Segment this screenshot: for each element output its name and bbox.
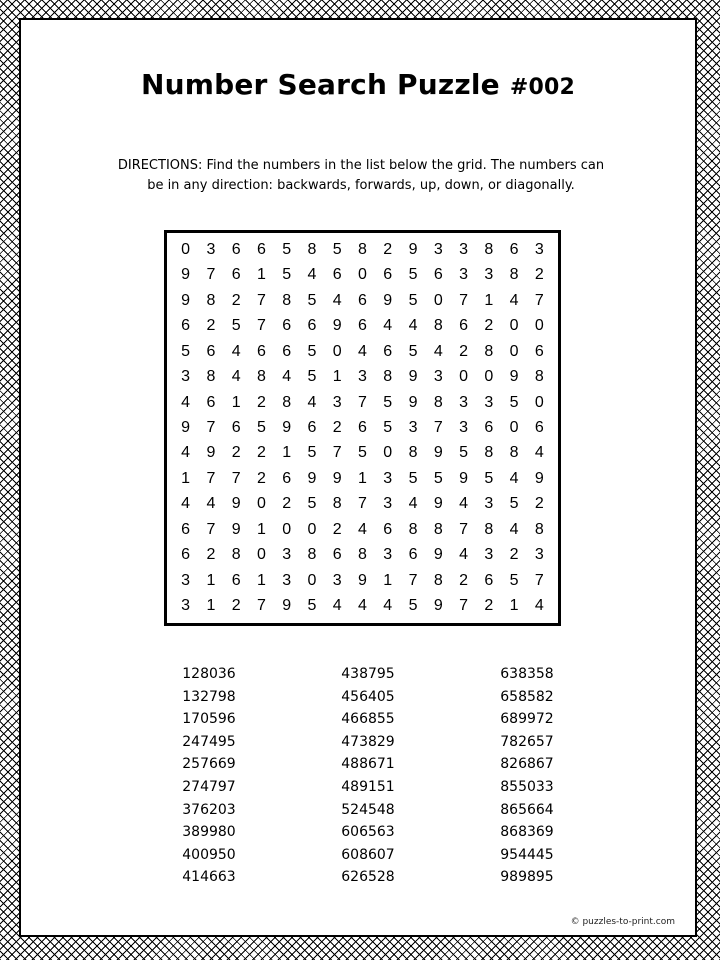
grid-cell: 0: [256, 495, 266, 513]
grid-cell: 5: [433, 469, 443, 487]
grid-cell: 4: [181, 393, 191, 411]
grid-cell: 3: [383, 495, 393, 513]
grid-cell: 6: [383, 520, 393, 538]
grid-cell: 5: [509, 495, 519, 513]
grid-cell: 1: [358, 469, 367, 487]
grid-cell: 5: [307, 342, 317, 360]
grid-cell: 2: [206, 546, 216, 564]
grid-cell: 6: [307, 418, 317, 436]
grid-cell: 8: [206, 368, 216, 386]
grid-cell: 9: [534, 469, 544, 487]
grid-cell: 3: [459, 418, 468, 436]
list-item: 414663: [182, 869, 236, 886]
grid-cell: 1: [282, 444, 292, 462]
grid-cell: 4: [332, 597, 342, 615]
grid-cell: 5: [181, 342, 191, 360]
grid-cell: 2: [459, 342, 468, 360]
list-item: 782657: [500, 733, 554, 750]
grid-cell: 3: [332, 571, 342, 589]
grid-cell: 3: [433, 240, 443, 258]
number-list-column-3: [477, 663, 577, 889]
grid-cell: 6: [231, 240, 241, 258]
grid-cell: 3: [282, 546, 292, 564]
grid-cell: 7: [459, 520, 468, 538]
grid-cell: 0: [484, 368, 494, 386]
grid-cell: 0: [332, 342, 342, 360]
grid-cell: 5: [484, 469, 494, 487]
grid-cell: 9: [459, 469, 468, 487]
grid-cell: 2: [534, 266, 544, 284]
grid-cell: 4: [383, 597, 393, 615]
grid-cell: 3: [206, 240, 216, 258]
grid-cell: 6: [408, 546, 418, 564]
grid-cell: 3: [484, 393, 494, 411]
list-item: 488671: [341, 756, 395, 773]
list-item: 128036: [182, 666, 236, 682]
grid-cell: 9: [206, 444, 216, 462]
grid-cell: 6: [358, 418, 367, 436]
list-item: 257669: [182, 756, 236, 773]
grid-cell: 8: [484, 240, 494, 258]
grid-cell: 6: [332, 266, 342, 284]
grid-cell: 2: [509, 546, 519, 564]
grid-cell: 7: [256, 291, 266, 309]
grid-cell: 8: [509, 266, 519, 284]
grid-cell: 7: [534, 291, 544, 309]
copyright-text: © puzzles-to-print.com: [570, 917, 675, 927]
grid-cell: 3: [383, 546, 393, 564]
grid-cell: 2: [231, 597, 241, 615]
grid-cell: 4: [509, 291, 519, 309]
grid-cell: 9: [332, 317, 342, 335]
grid-cell: 8: [307, 546, 317, 564]
grid-cell: 8: [256, 368, 266, 386]
list-item: 376203: [182, 801, 236, 818]
grid-cell: 4: [358, 520, 367, 538]
number-grid: [164, 230, 561, 626]
grid-cell: 8: [534, 520, 544, 538]
grid-cell: 3: [181, 368, 191, 386]
grid-cell: 3: [181, 571, 191, 589]
number-list-column-2: [318, 663, 418, 889]
grid-cell: 2: [256, 393, 266, 411]
grid-cell: 2: [282, 495, 292, 513]
grid-cell: 8: [383, 368, 393, 386]
grid-cell: 6: [383, 266, 393, 284]
grid-cell: 0: [358, 266, 367, 284]
grid-cell: 1: [206, 597, 216, 615]
grid-cell: 5: [358, 444, 367, 462]
grid-cell: 2: [332, 520, 342, 538]
grid-cell: 7: [459, 291, 468, 309]
grid-cell: 9: [408, 368, 418, 386]
grid-cell: 3: [484, 266, 494, 284]
grid-cell: 8: [408, 444, 418, 462]
grid-cell: 4: [408, 317, 418, 335]
directions-line-1: DIRECTIONS: Find the numbers in the list below the grid. The numbers can: [117, 158, 605, 173]
directions: [111, 156, 611, 196]
grid-cell: 5: [459, 444, 468, 462]
grid-cell: 0: [181, 240, 191, 258]
grid-cell: 3: [408, 418, 418, 436]
grid-cell: 3: [433, 368, 443, 386]
grid-cell: 8: [282, 291, 292, 309]
grid-cell: 7: [332, 444, 342, 462]
grid-cell: 0: [509, 418, 519, 436]
grid-cell: 6: [509, 240, 519, 258]
grid-cell: 4: [509, 520, 519, 538]
grid-cell: 3: [383, 469, 393, 487]
grid-cell: 8: [358, 240, 367, 258]
grid-cell: 9: [181, 418, 191, 436]
grid-cell: 3: [459, 393, 468, 411]
list-item: 865664: [500, 801, 554, 818]
list-item: 400950: [182, 846, 236, 863]
list-item: 868369: [500, 824, 554, 841]
grid-cell: 8: [206, 291, 216, 309]
grid-cell: 8: [484, 520, 494, 538]
grid-cell: 7: [231, 469, 241, 487]
list-item: 247495: [182, 733, 236, 750]
grid-cell: 5: [408, 342, 418, 360]
grid-cell: 7: [206, 266, 216, 284]
grid-cell: 5: [408, 469, 418, 487]
puzzle-number: #002: [509, 75, 576, 100]
grid-cell: 5: [307, 597, 317, 615]
grid-cell: 8: [231, 546, 241, 564]
grid-cell: 3: [282, 571, 292, 589]
grid-cell: 4: [231, 368, 241, 386]
grid-cell: 8: [484, 444, 494, 462]
grid-cell: 1: [181, 469, 191, 487]
grid-cell: 6: [256, 342, 266, 360]
grid-cell: 8: [358, 546, 367, 564]
grid-cell: 7: [534, 571, 544, 589]
puzzle-page: [19, 18, 697, 937]
grid-cell: 2: [256, 469, 266, 487]
grid-cell: 4: [509, 469, 519, 487]
grid-cell: 5: [408, 266, 418, 284]
grid-cell: 1: [256, 520, 266, 538]
grid-cell: 7: [358, 393, 367, 411]
grid-cell: 0: [534, 393, 544, 411]
grid-cell: 9: [282, 418, 292, 436]
list-item: 606563: [341, 824, 395, 841]
grid-cell: 9: [282, 597, 292, 615]
grid-cell: 4: [181, 444, 191, 462]
grid-cell: 9: [433, 597, 443, 615]
grid-cell: 5: [307, 368, 317, 386]
grid-cell: 1: [332, 368, 342, 386]
grid-cell: 3: [459, 266, 468, 284]
list-item: 826867: [500, 756, 554, 773]
grid-cell: 0: [282, 520, 292, 538]
grid-cell: 6: [282, 469, 292, 487]
grid-cell: 9: [408, 393, 418, 411]
list-item: 489151: [341, 778, 395, 795]
grid-cell: 7: [206, 418, 216, 436]
grid-cell: 9: [408, 240, 418, 258]
grid-cell: 5: [383, 393, 393, 411]
grid-cell: 2: [332, 418, 342, 436]
grid-cell: 7: [358, 495, 367, 513]
grid-cell: 9: [231, 495, 241, 513]
list-item: 438795: [341, 666, 395, 682]
grid-cell: 6: [534, 342, 544, 360]
list-item: 456405: [341, 688, 395, 705]
grid-cell: 9: [181, 266, 191, 284]
grid-cell: 6: [358, 291, 367, 309]
grid-cell: 5: [307, 495, 317, 513]
grid-cell: 4: [332, 291, 342, 309]
grid-cell: 8: [433, 520, 443, 538]
grid-cell: 6: [231, 266, 241, 284]
grid-cell: 6: [231, 571, 241, 589]
grid-cell: 7: [433, 418, 443, 436]
grid-cell: 8: [433, 571, 443, 589]
grid-cell: 4: [206, 495, 216, 513]
grid-cell: 4: [459, 495, 468, 513]
grid-cell: 0: [307, 571, 317, 589]
grid-cell: 1: [509, 597, 519, 615]
grid-cell: 0: [534, 317, 544, 335]
grid-cell: 3: [459, 240, 468, 258]
grid-cell: 6: [282, 342, 292, 360]
list-item: 689972: [500, 711, 554, 728]
grid-cell: 0: [383, 444, 393, 462]
grid-cell: 2: [459, 571, 468, 589]
grid-cell: 0: [307, 520, 317, 538]
grid-cell: 4: [231, 342, 241, 360]
grid-cell: 2: [206, 317, 216, 335]
grid-cell: 6: [459, 317, 468, 335]
grid-cell: 9: [332, 469, 342, 487]
grid-cell: 6: [181, 546, 191, 564]
grid-cell: 5: [408, 291, 418, 309]
grid-cell: 2: [534, 495, 544, 513]
list-item: 989895: [500, 869, 554, 886]
list-item: 855033: [500, 778, 554, 795]
grid-cell: 2: [256, 444, 266, 462]
grid-cell: 8: [484, 342, 494, 360]
directions-line-2: be in any direction: backwards, forwards, up, down, or diagonally.: [147, 178, 575, 193]
grid-cell: 9: [231, 520, 241, 538]
grid-cell: 1: [256, 266, 266, 284]
grid-cell: 7: [256, 597, 266, 615]
grid-cell: 7: [206, 469, 216, 487]
grid-cell: 2: [484, 597, 494, 615]
grid-cell: 2: [231, 291, 241, 309]
grid-cell: 4: [358, 597, 367, 615]
grid-cell: 6: [206, 342, 216, 360]
grid-cell: 4: [534, 597, 544, 615]
page-title: [21, 68, 695, 101]
grid-cell: 4: [408, 495, 418, 513]
grid-cell: 5: [509, 571, 519, 589]
grid-cell: 5: [282, 240, 292, 258]
grid-cell: 6: [484, 571, 494, 589]
grid-cell: 4: [433, 342, 443, 360]
grid-cell: 3: [484, 546, 494, 564]
grid-cell: 6: [534, 418, 544, 436]
grid-cell: 8: [332, 495, 342, 513]
list-item: 466855: [341, 711, 395, 728]
list-item: 389980: [182, 824, 236, 841]
grid-cell: 6: [307, 317, 317, 335]
grid-cell: 5: [408, 597, 418, 615]
grid-cell: 6: [282, 317, 292, 335]
grid-cell: 9: [433, 444, 443, 462]
grid-cell: 6: [231, 418, 241, 436]
grid-cell: 9: [181, 291, 191, 309]
grid-cell: 0: [509, 317, 519, 335]
list-item: 170596: [182, 711, 236, 728]
grid-cell: 4: [282, 368, 292, 386]
list-item: 132798: [182, 688, 236, 705]
grid-cell: 9: [509, 368, 519, 386]
grid-cell: 4: [534, 444, 544, 462]
grid-cell: 2: [484, 317, 494, 335]
grid-cell: 5: [256, 418, 266, 436]
grid-cell: 5: [332, 240, 342, 258]
grid-cell: 8: [433, 317, 443, 335]
grid-cell: 2: [231, 444, 241, 462]
grid-cell: 1: [383, 571, 393, 589]
grid-cell: 5: [282, 266, 292, 284]
grid-cell: 6: [484, 418, 494, 436]
grid-cell: 1: [484, 291, 494, 309]
list-item: 954445: [500, 846, 554, 863]
grid-cell: 3: [484, 495, 494, 513]
grid-cell: 6: [358, 317, 367, 335]
grid-cell: 8: [282, 393, 292, 411]
grid-cell: 3: [332, 393, 342, 411]
grid-cell: 6: [433, 266, 443, 284]
list-item: 626528: [341, 869, 395, 886]
grid-cell: 4: [181, 495, 191, 513]
grid-cell: 0: [433, 291, 443, 309]
list-item: 524548: [341, 801, 395, 818]
grid-cell: 7: [459, 597, 468, 615]
grid-cell: 9: [358, 571, 367, 589]
grid-cell: 9: [307, 469, 317, 487]
grid-cell: 3: [358, 368, 367, 386]
grid-cell: 4: [383, 317, 393, 335]
grid-cell: 3: [534, 240, 544, 258]
grid-cell: 6: [181, 317, 191, 335]
grid-cell: 8: [534, 368, 544, 386]
list-item: 473829: [341, 733, 395, 750]
grid-cell: 9: [433, 495, 443, 513]
grid-cell: 3: [534, 546, 544, 564]
grid-cell: 7: [408, 571, 418, 589]
grid-cell: 8: [408, 520, 418, 538]
grid-cell: 5: [307, 291, 317, 309]
grid-cell: 7: [256, 317, 266, 335]
grid-cell: 6: [256, 240, 266, 258]
list-item: 638358: [500, 666, 554, 682]
grid-cell: 6: [181, 520, 191, 538]
grid-cell: 9: [383, 291, 393, 309]
grid-cell: 1: [206, 571, 216, 589]
grid-cell: 6: [383, 342, 393, 360]
grid-cell: 5: [231, 317, 241, 335]
grid-cell: 1: [256, 571, 266, 589]
grid-cell: 0: [459, 368, 468, 386]
grid-cell: 4: [358, 342, 367, 360]
grid-cell: 5: [383, 418, 393, 436]
number-list-column-1: [159, 663, 259, 889]
grid-cell: 1: [231, 393, 241, 411]
list-item: 274797: [182, 778, 236, 795]
grid-cell: 3: [181, 597, 191, 615]
grid-cell: 8: [509, 444, 519, 462]
grid-cell: 5: [307, 444, 317, 462]
grid-cell: 9: [433, 546, 443, 564]
title-text: Number Search Puzzle: [140, 68, 500, 101]
grid-cell: 4: [307, 393, 317, 411]
grid-cell: 4: [459, 546, 468, 564]
grid-cell: 2: [383, 240, 393, 258]
grid-cell: 0: [509, 342, 519, 360]
grid-cell: 7: [206, 520, 216, 538]
grid-cell: 8: [307, 240, 317, 258]
number-list: [21, 663, 699, 893]
grid-cell: 4: [307, 266, 317, 284]
list-item: 608607: [341, 846, 395, 863]
grid-cell: 0: [256, 546, 266, 564]
grid-cell: 8: [433, 393, 443, 411]
grid-cell: 5: [509, 393, 519, 411]
grid-cell: 6: [206, 393, 216, 411]
grid-cell: 6: [332, 546, 342, 564]
list-item: 658582: [500, 688, 554, 705]
